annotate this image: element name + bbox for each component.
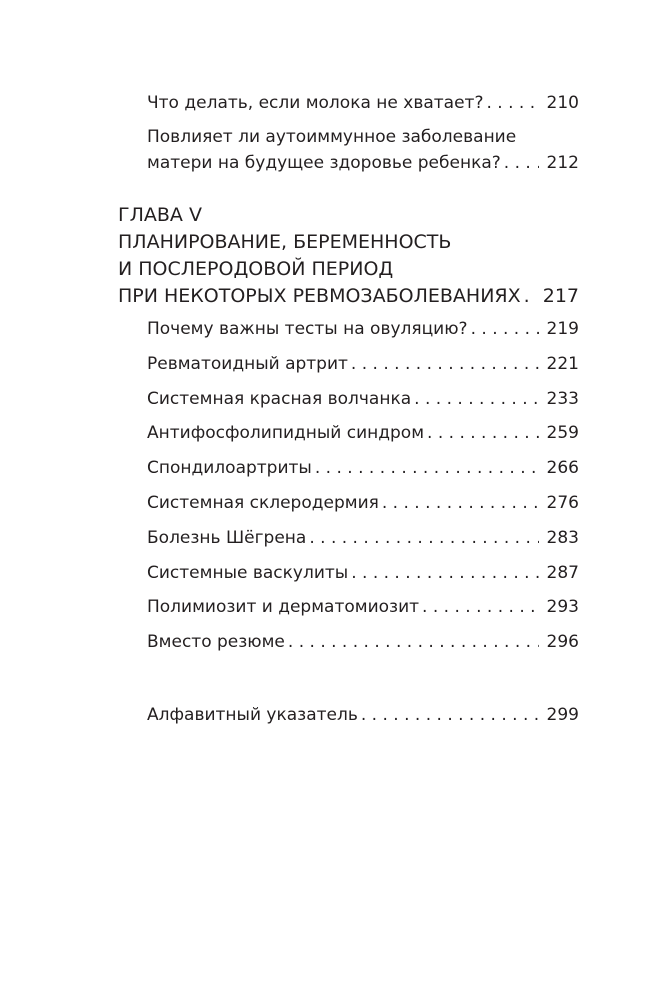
dot-leader [285, 629, 539, 655]
dot-leader [379, 490, 539, 516]
toc-entry-title: Полимиозит и дерматомиозит [147, 597, 420, 618]
toc-entry-page: 221 [546, 353, 579, 374]
dot-leader [348, 560, 538, 586]
toc-entry-title: Что делать, если молока не хватает? [147, 93, 484, 113]
toc-entry-title-line: Повлияет ли аутоиммунное заболевание [147, 127, 517, 147]
toc-entry[interactable] [147, 525, 579, 551]
toc-entry[interactable] [147, 386, 579, 412]
chapter-title-line: И ПОСЛЕРОДОВОЙ ПЕРИОД [118, 258, 394, 280]
toc-entry-page: 219 [546, 319, 579, 339]
toc-entry-page: 283 [546, 527, 579, 548]
toc-entry[interactable] [147, 560, 579, 586]
toc-entry[interactable] [147, 455, 579, 481]
toc-entry-title-line: матери на будущее здоровье ребенка? [147, 153, 501, 173]
chapter-heading[interactable] [118, 202, 579, 310]
dot-leader [483, 90, 538, 116]
chapter-title-line: ПРИ НЕКОТОРЫХ РЕВМОЗАБОЛЕВАНИЯХ [118, 285, 521, 307]
toc-entry[interactable] [147, 594, 579, 620]
toc-entry-index[interactable] [147, 702, 579, 728]
toc-entry-title: Почему важны тесты на овуляцию? [147, 319, 468, 339]
toc-entry-page: 287 [546, 562, 579, 583]
dot-leader [468, 316, 539, 342]
toc-entry[interactable] [147, 490, 579, 516]
toc-entry-page: 259 [546, 423, 579, 444]
toc-entry-page: 233 [546, 388, 579, 409]
toc-entry-title: Алфавитный указатель [147, 705, 358, 725]
dot-leader [312, 455, 539, 481]
toc-entry-title: Болезнь Шёгрена [147, 527, 307, 548]
toc-entry-title: Вместо резюме [147, 632, 285, 653]
toc-entry[interactable] [147, 420, 579, 446]
toc-entry-title: Системная склеродермия [147, 493, 379, 513]
toc-entry-page: 299 [546, 705, 579, 725]
dot-leader [424, 420, 539, 446]
dot-leader [419, 594, 539, 620]
dot-leader [348, 351, 539, 377]
toc-entry[interactable] [147, 351, 579, 377]
toc-entry-title: Антифосфолипидный синдром [147, 423, 425, 444]
chapter-label: ГЛАВА V [118, 204, 202, 226]
dot-leader [521, 283, 535, 310]
toc-entry[interactable] [147, 124, 579, 176]
dot-leader [306, 525, 538, 551]
chapter-title-line: ПЛАНИРОВАНИЕ, БЕРЕМЕННОСТЬ [118, 231, 452, 253]
toc-entry-page: 296 [546, 632, 579, 653]
toc-entry-page: 210 [546, 93, 579, 113]
toc-entry-title: Системные васкулиты [147, 562, 349, 583]
toc-entry[interactable] [147, 629, 579, 655]
dot-leader [411, 386, 538, 412]
toc-entry-page: 266 [546, 458, 579, 479]
chapter-page: 217 [542, 285, 579, 307]
toc-entry-title: Системная красная волчанка [147, 388, 412, 409]
dot-leader [501, 150, 539, 176]
toc-entry-title: Ревматоидный артрит [147, 353, 348, 374]
toc-entry-title: Спондилоартриты [147, 458, 312, 479]
toc-entry[interactable] [147, 90, 579, 116]
toc-entry-page: 276 [546, 493, 579, 513]
dot-leader [358, 702, 539, 728]
toc-entry[interactable] [147, 316, 579, 342]
toc-entry-page: 212 [546, 153, 579, 173]
toc-entry-page: 293 [546, 597, 579, 618]
